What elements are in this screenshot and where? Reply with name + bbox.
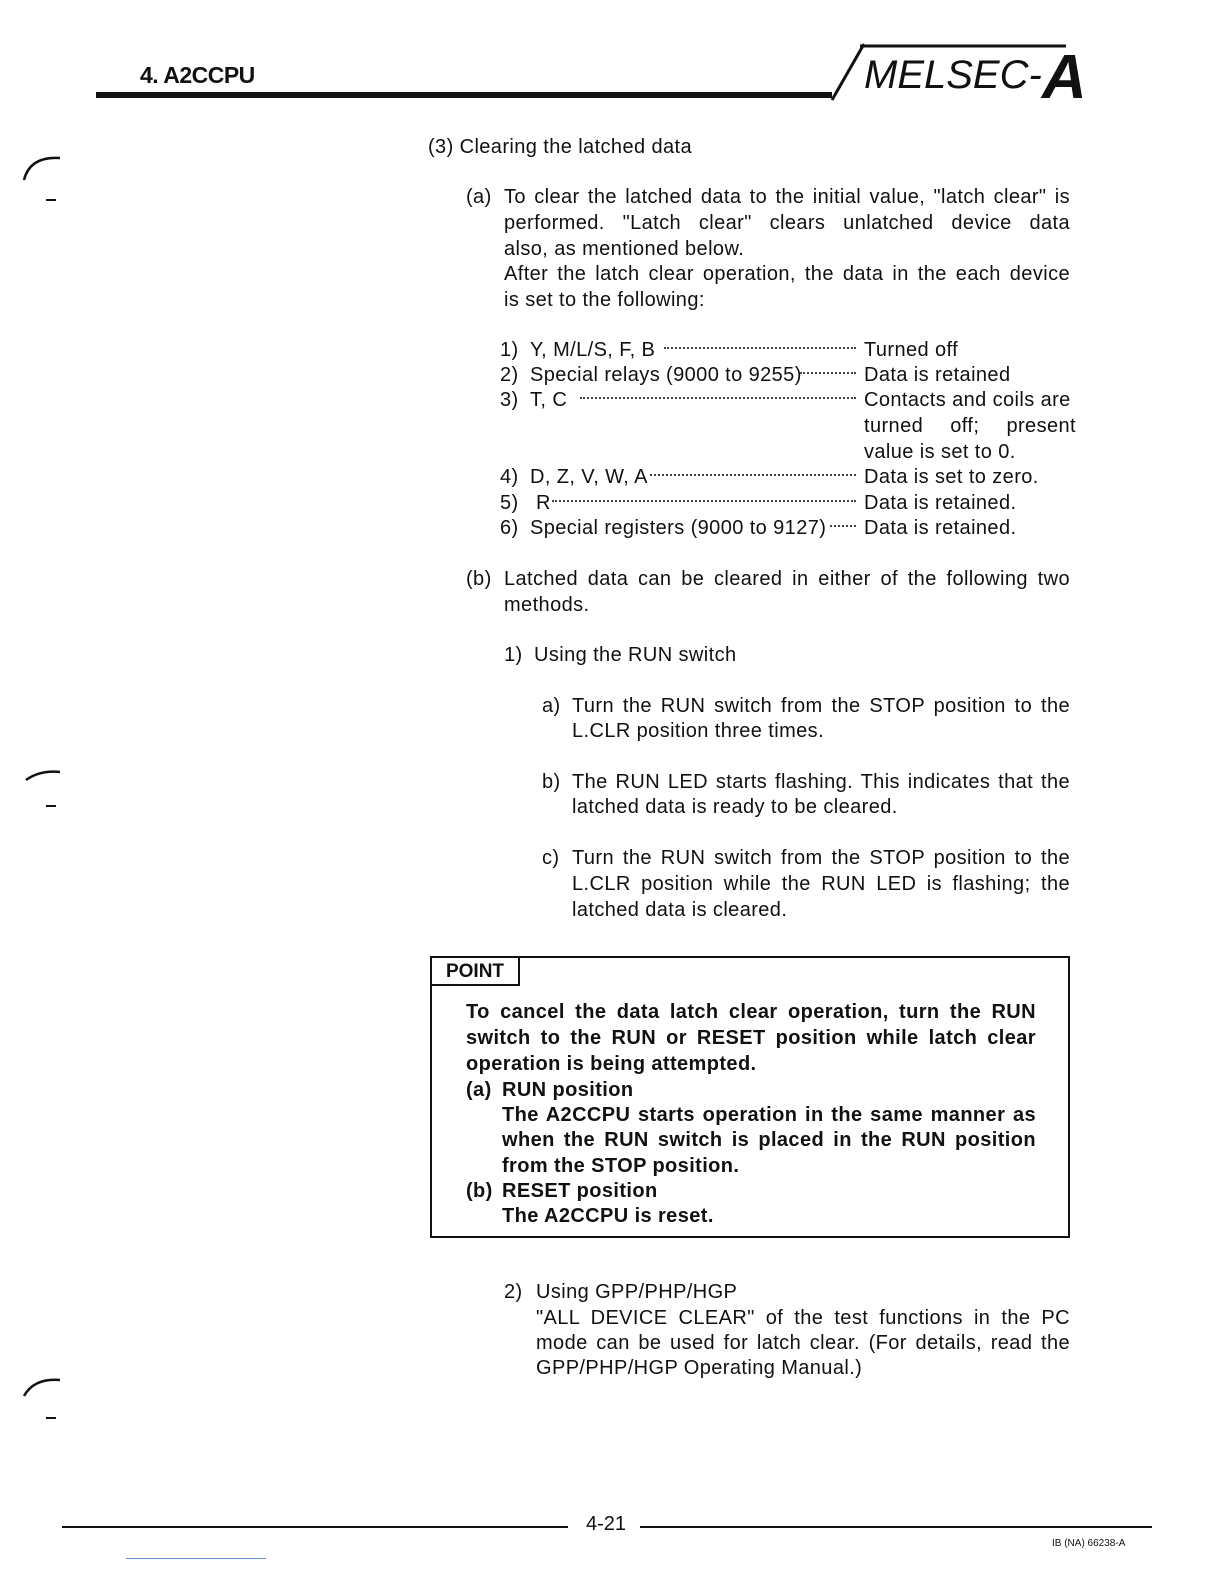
- method1-label: 1): [504, 644, 523, 666]
- device-value-cont: value is set to 0.: [864, 441, 1016, 463]
- device-value: Contacts and coils are: [864, 389, 1071, 411]
- para-a-line: performed. "Latch clear" clears unlatched device data: [504, 212, 1070, 234]
- device-value: Data is retained.: [864, 517, 1017, 539]
- leader-dots: [580, 397, 856, 399]
- step-label: b): [542, 771, 561, 793]
- point-intro-line: operation is being attempted.: [466, 1053, 757, 1075]
- step-line: L.CLR position while the RUN LED is flashing; the: [572, 873, 1070, 895]
- para-b-line: Latched data can be cleared in either of the following two: [504, 568, 1070, 590]
- point-item-line: The A2CCPU starts operation in the same manner as: [502, 1104, 1036, 1126]
- device-list-item: [500, 464, 1080, 490]
- margin-bracket-icon: [16, 150, 66, 210]
- step-line: L.CLR position three times.: [572, 720, 825, 742]
- leader-dots: [650, 474, 856, 476]
- item-number: 5): [500, 492, 519, 514]
- device-label: Special registers (9000 to 9127): [530, 517, 827, 539]
- item-number: 3): [500, 389, 519, 411]
- step-line: Turn the RUN switch from the STOP position to the: [572, 695, 1070, 717]
- footer-rule-right: [640, 1526, 1152, 1528]
- device-label: D, Z, V, W, A: [530, 466, 648, 488]
- method2-label: 2): [504, 1281, 523, 1303]
- method2-line: mode can be used for latch clear. (For details, read the: [536, 1332, 1070, 1354]
- leader-dots: [800, 372, 856, 374]
- method2-title: Using GPP/PHP/HGP: [536, 1281, 738, 1303]
- point-item-line: The A2CCPU is reset.: [502, 1205, 714, 1227]
- device-value-cont: turned off; present: [864, 415, 1076, 437]
- page-number: 4-21: [586, 1513, 627, 1535]
- leader-dots: [830, 525, 856, 527]
- method1-title: Using the RUN switch: [534, 644, 737, 666]
- scan-artifact-line: [126, 1558, 266, 1559]
- device-list-item: [500, 362, 1080, 388]
- margin-bracket-icon: [16, 762, 66, 822]
- step-label: c): [542, 847, 560, 869]
- point-item-line: when the RUN switch is placed in the RUN position: [502, 1129, 1036, 1151]
- step-line: latched data is ready to be cleared.: [572, 796, 898, 818]
- document-id: IB (NA) 66238-A: [1052, 1538, 1126, 1549]
- step-label: a): [542, 695, 561, 717]
- device-value: Data is set to zero.: [864, 466, 1039, 488]
- device-label: Y, M/L/S, F, B: [530, 339, 656, 361]
- para-a-label: (a): [466, 186, 492, 208]
- section-title: 4. A2CCPU: [140, 62, 255, 88]
- method2-line: GPP/PHP/HGP Operating Manual.): [536, 1357, 863, 1379]
- device-list-item: [500, 490, 1080, 516]
- para-b-label: (b): [466, 568, 492, 590]
- point-intro-line: To cancel the data latch clear operation, turn the RUN: [466, 1001, 1036, 1023]
- point-item-label: (b): [466, 1180, 493, 1202]
- leader-dots: [664, 347, 856, 349]
- para-a-line: After the latch clear operation, the data in the each device: [504, 263, 1070, 285]
- para-a-line: is set to the following:: [504, 289, 705, 311]
- header-rule: [96, 92, 832, 98]
- device-list-item: [500, 337, 1080, 363]
- para-b-line: methods.: [504, 594, 590, 616]
- leader-dots: [552, 500, 856, 502]
- point-item-label: (a): [466, 1079, 492, 1101]
- point-item-line: from the STOP position.: [502, 1155, 740, 1177]
- melsec-logo-text: MELSEC-A: [864, 43, 1087, 110]
- para-a-line: To clear the latched data to the initial value, "latch clear" is: [504, 186, 1070, 208]
- device-list-item: [500, 515, 1080, 541]
- device-value: Data is retained.: [864, 492, 1017, 514]
- para-a-line: also, as mentioned below.: [504, 238, 745, 260]
- footer-rule-left: [62, 1526, 568, 1528]
- melsec-logo: [830, 40, 1092, 110]
- item-number: 2): [500, 364, 519, 386]
- device-label: Special relays (9000 to 9255): [530, 364, 802, 386]
- method2-line: "ALL DEVICE CLEAR" of the test functions in the PC: [536, 1307, 1070, 1329]
- item-number: 4): [500, 466, 519, 488]
- item-number: 6): [500, 517, 519, 539]
- device-label: R: [536, 492, 551, 514]
- device-value: Turned off: [864, 339, 959, 361]
- item-number: 1): [500, 339, 519, 361]
- device-list-item: [500, 387, 1080, 413]
- point-intro-line: switch to the RUN or RESET position while latch clear: [466, 1027, 1036, 1049]
- step-line: latched data is cleared.: [572, 899, 788, 921]
- point-item-title: RESET position: [502, 1180, 658, 1202]
- margin-bracket-icon: [16, 1368, 66, 1428]
- subsection-heading: (3) Clearing the latched data: [428, 136, 692, 158]
- point-item-title: RUN position: [502, 1079, 634, 1101]
- device-value: Data is retained: [864, 364, 1011, 386]
- step-line: The RUN LED starts flashing. This indicates that the: [572, 771, 1070, 793]
- step-line: Turn the RUN switch from the STOP position to the: [572, 847, 1070, 869]
- point-label: POINT: [432, 958, 520, 986]
- device-label: T, C: [530, 389, 568, 411]
